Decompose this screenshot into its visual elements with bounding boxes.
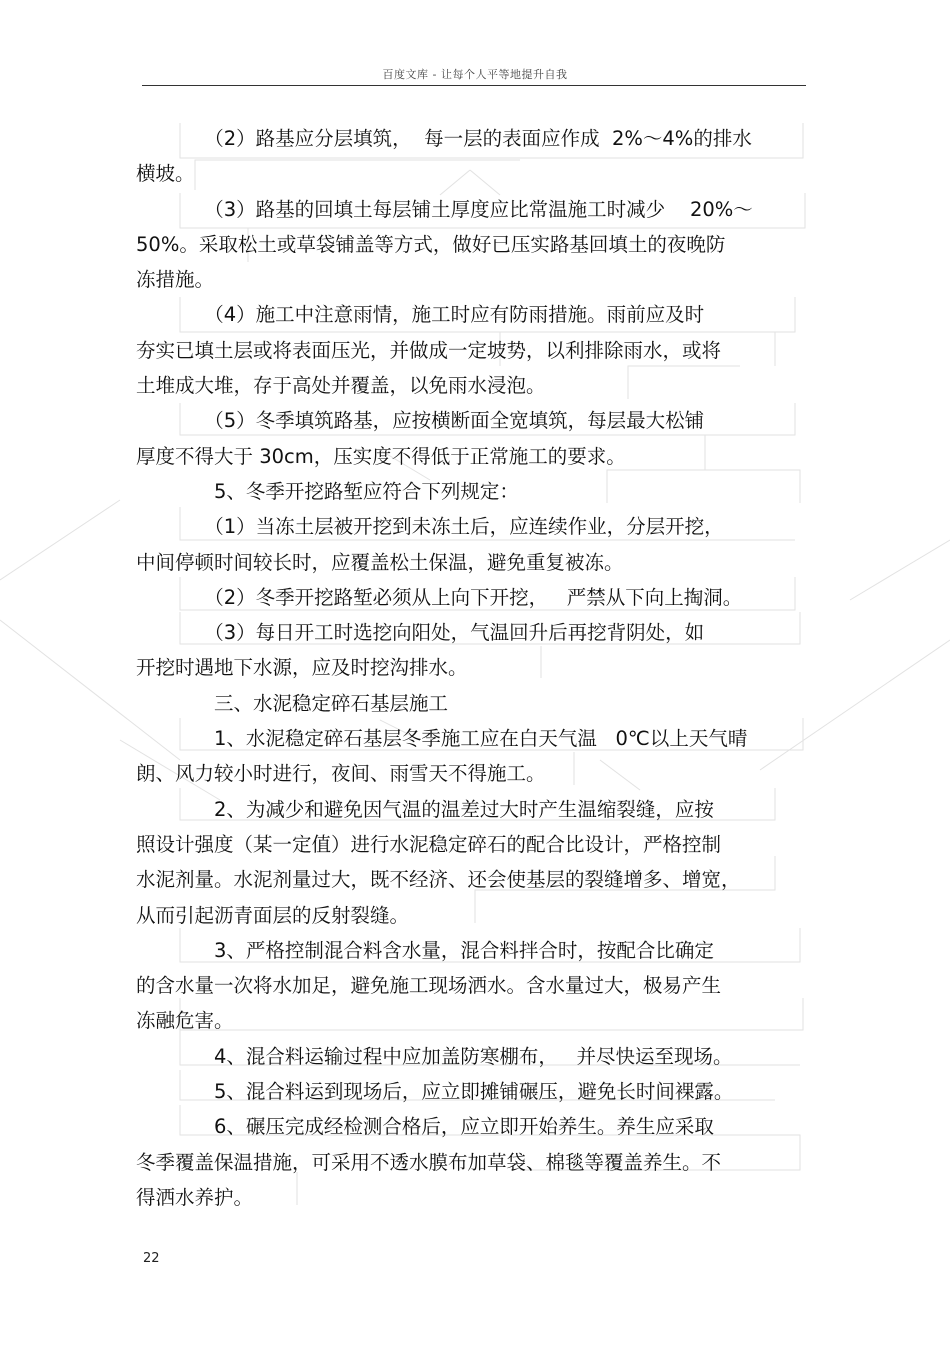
line-text: 得洒水养护。	[136, 1185, 254, 1209]
paragraph-line	[136, 898, 806, 933]
line-text: （3）每日开工时选挖向阳处，气温回升后再挖背阴处，如	[214, 621, 705, 645]
line-text: 3、严格控制混合料含水量，混合料拌合时，按配合比确定	[214, 938, 714, 962]
indent-space	[136, 692, 214, 715]
paragraph-line	[136, 1003, 806, 1038]
paragraph-line	[136, 933, 806, 968]
paragraph-line	[136, 227, 806, 262]
paragraph-line	[136, 333, 806, 368]
line-text: （5）冬季填筑路基，应按横断面全宽填筑，每层最大松铺	[214, 409, 705, 433]
indent-space	[136, 515, 214, 538]
line-text: 冻融危害。	[136, 1009, 234, 1033]
line-text: （1）当冻土层被开挖到未冻土后，应连续作业，分层开挖，	[214, 515, 724, 539]
line-text: 5、混合料运到现场后，应立即摊铺碾压，避免长时间裸露。	[214, 1080, 734, 1104]
document-body	[136, 121, 806, 1215]
paragraph-line	[136, 650, 806, 685]
paragraph-line	[136, 262, 806, 297]
line-text: （4）施工中注意雨情，施工时应有防雨措施。雨前应及时	[214, 303, 705, 327]
paragraph-line	[136, 862, 806, 897]
line-text: 横坡。	[136, 162, 195, 186]
page-number: 22	[143, 1251, 160, 1266]
paragraph-line	[136, 1109, 806, 1144]
paragraph-line	[136, 827, 806, 862]
indent-space	[136, 1080, 214, 1103]
line-text: 50%。采取松土或草袋铺盖等方式，做好已压实路基回填土的夜晚防	[136, 232, 726, 256]
line-text: （3）路基的回填土每层铺土厚度应比常温施工时减少 20%～	[214, 197, 753, 221]
indent-space	[136, 303, 214, 326]
paragraph-line	[136, 545, 806, 580]
line-text: （2）路基应分层填筑， 每一层的表面应作成 2%～4%的排水	[214, 127, 752, 150]
indent-space	[136, 1045, 214, 1068]
paragraph-line	[136, 156, 806, 191]
line-text: 中间停顿时间较长时，应覆盖松土保温，避免重复被冻。	[136, 550, 624, 574]
paragraph-line	[136, 439, 806, 474]
line-text: 开挖时遇地下水源，应及时挖沟排水。	[136, 656, 468, 680]
indent-space	[136, 198, 214, 221]
line-text: 三、水泥稳定碎石基层施工	[214, 691, 449, 715]
paragraph-line	[136, 474, 806, 509]
line-text: 照设计强度（某一定值）进行水泥稳定碎石的配合比设计，严格控制	[136, 832, 722, 856]
header-divider	[142, 85, 806, 86]
paragraph-line	[136, 1074, 806, 1109]
indent-space	[136, 798, 214, 821]
paragraph-line	[136, 368, 806, 403]
paragraph-line	[136, 792, 806, 827]
line-text: 1、水泥稳定碎石基层冬季施工应在白天气温 0℃以上天气晴	[214, 727, 748, 751]
indent-space	[136, 480, 214, 503]
paragraph-line	[136, 1039, 806, 1074]
page-header: 百度文库 - 让每个人平等地提升自我	[382, 68, 568, 81]
paragraph-line	[136, 615, 806, 650]
paragraph-line	[136, 403, 806, 438]
paragraph-line	[136, 721, 806, 756]
paragraph-line	[136, 1180, 806, 1215]
indent-space	[136, 586, 214, 609]
paragraph-line	[136, 756, 806, 791]
paragraph-line	[136, 121, 806, 156]
paragraph-line	[136, 509, 806, 544]
line-text: 朗、风力较小时进行，夜间、雨雪天不得施工。	[136, 762, 546, 786]
line-text: 5、冬季开挖路堑应符合下列规定：	[214, 479, 519, 503]
line-text: 6、碾压完成经检测合格后，应立即开始养生。养生应采取	[214, 1115, 714, 1139]
indent-space	[136, 1115, 214, 1138]
line-text: （2）冬季开挖路堑必须从上向下开挖， 严禁从下向上掏洞。	[214, 585, 743, 609]
line-text: 2、为减少和避免因气温的温差过大时产生温缩裂缝，应按	[214, 797, 714, 821]
line-text: 厚度不得大于 30cm，压实度不得低于正常施工的要求。	[136, 444, 626, 468]
line-text: 的含水量一次将水加足，避免施工现场洒水。含水量过大，极易产生	[136, 974, 722, 998]
indent-space	[136, 621, 214, 644]
indent-space	[136, 409, 214, 432]
paragraph-line	[136, 686, 806, 721]
paragraph-line	[136, 297, 806, 332]
line-text: 水泥剂量。水泥剂量过大，既不经济、还会使基层的裂缝增多、增宽，	[136, 868, 741, 892]
paragraph-line	[136, 1145, 806, 1180]
indent-space	[136, 127, 214, 150]
paragraph-line	[136, 580, 806, 615]
line-text: 冻措施。	[136, 268, 215, 292]
line-text: 从而引起沥青面层的反射裂缝。	[136, 903, 410, 927]
line-text: 冬季覆盖保温措施，可采用不透水膜布加草袋、棉毯等覆盖养生。不	[136, 1150, 722, 1174]
line-text: 土堆成大堆，存于高处并覆盖，以免雨水浸泡。	[136, 374, 546, 398]
line-text: 4、混合料运输过程中应加盖防寒棚布， 并尽快运至现场。	[214, 1044, 733, 1068]
line-text: 夯实已填土层或将表面压光，并做成一定坡势，以利排除雨水，或将	[136, 338, 722, 362]
indent-space	[136, 939, 214, 962]
indent-space	[136, 727, 214, 750]
paragraph-line	[136, 192, 806, 227]
paragraph-line	[136, 968, 806, 1003]
